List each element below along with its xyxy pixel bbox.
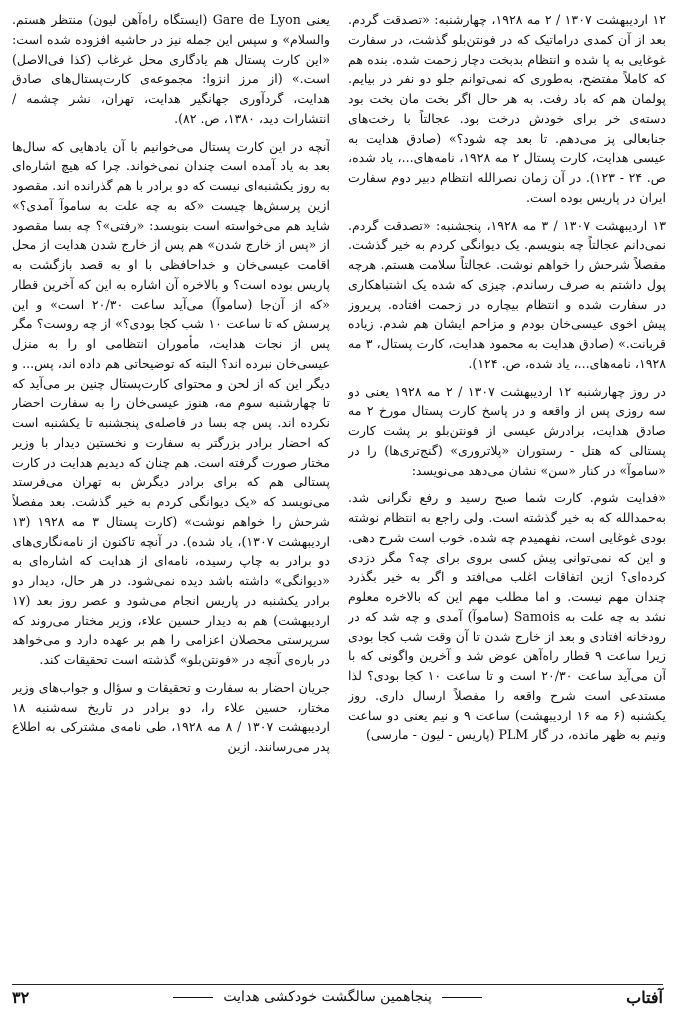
paragraph: جریان احضار به سفارت و تحقیقات و سؤال و جواب‌های وزیر مختار، حسین علاء را، دو برادر در تاریخ سه‌شنبه ۱۸ اردیبهشت ۱۳۰۷ / ۸ مه ۱۹۲۸، طی نامه‌ی مشترکی به اطلاع پدر می‌رسانند. ازین: [12, 679, 330, 754]
magazine-name: آفتاب: [626, 987, 663, 1007]
divider: [442, 997, 482, 998]
paragraph: «فدایت شوم. کارت شما صبح رسید و رفع نگرانی شد. به‌حمدالله که به خیر گذشته است. ولی راجع به انتظام نوشته بودی غوغایی است، نفهمیدم چه شده. خوب است شرح دهی. و این که نمی‌توانی پیش کسی بروی برای چه؟ مگر دزدی کرده‌ای؟ ازین اتفاقات اغلب می‌افتد و اگر به خیر بگذرد چندان مهم نیست. و اما مطلب مهم این که بالاخره معلوم نشد به چه علت به Samois (ساموآ) آمدی و چه شد که در رودخانه افتادی و بعد از خارج شدن تا آن وقت شب کجا بودی زیرا ساعت ۹ قطار راه‌آهن عوض شد و آخرین واگونی که با آن می‌آید ساعت ۲۰/۳۰ است و تا ساعت ۱۰ کجا بودی؟ لذا مستدعی است شرح واقعه را مفصلاً ارسال داری. روز یکشنبه (۶ مه ۱۶ اردیبهشت) ساعت ۹ و نیم یعنی دو ساعت ونیم به ظهر مانده، در گار PLM (پاریس - لیون - مارسی): [348, 490, 666, 743]
right-column: [348, 10, 666, 975]
section-title: پنجاهمین سالگشت خودکشی هدایت: [223, 989, 432, 1005]
page-number: ۳۲: [12, 987, 30, 1007]
paragraph: آنچه در این کارت پستال می‌خوانیم با آن یادهایی که سال‌ها بعد به یاد آمده است چندان نمی‌خواند. چرا که هیچ اشاره‌ای به روز یکشنبه‌ای نیست که دو برادر با هم گذرانده اند. مقصود ازین پرسش‌ها چیست «که به چه علت به ساموآ آمدی؟» شاید هم می‌خواسته است بنویسد: «رفتی»؟ چه بسا مقصود از «پس از خارج شدن» هم پس از خارج شدن هدایت از محل اقامت عیسی‌خان و خداحافظی با او به قصد بازگشت به پاریس بوده است؟ و بالاخره آن اشاره به این که آخرین قطار «که از آن‌جا (ساموآ) می‌آید ساعت ۲۰/۳۰ است» و این پرسش که تا ساعت ۱۰ شب کجا بودی؟» از چه روست؟ مگر پس از نجات هدایت، مأموران انتظامی او را به منزل عیسی‌خان نبرده اند؟ البته که توضیحاتی هم داده اند، پس... و دیگر این که از لحن و محتوای کارت‌پستال چنین بر می‌آید که تا چهارشنبه سوم مه، هنوز عیسی‌خان را به سفارت احضار نکرده اند. پس چه بسا در فاصله‌ی پنجشنبه تا یکشنبه است که احضار برادر بزرگتر به سفارت و نخستین دیدار با وزیر مختار صورت گرفته است. هم چنان که دیدیم هدایت در کارت پستالی هم که برای برادر دیگرش به تهران می‌فرستد می‌نویسد که «یک دیوانگی کردم به خیر گذشت. بعد مفصلاً شرحش را خواهم نوشت» (کارت پستال ۳ مه ۱۹۲۸ (۱۳ اردیبهشت ۱۳۰۷)، یاد شده). در آنچه تاکنون از نامه‌نگاری‌های دو برادر به چاپ رسیده، نامه‌ای از هدایت که اشاره‌ای به «دیوانگی» داشته باشد دیده نمی‌شود. در هر حال، دیدار دو برادر یکشنبه در پاریس انجام می‌شود و عصر روز بعد (۱۷ اردیبهشت) هم به دیدار حسین علاء، وزیر مختار می‌روند که سرپرستی محصلان اعزامی را هم بر عهده دارد و می‌خواهد در باره‌ی آنچه در «فونتن‌بلو» گذشته است تحقیقات کند.: [12, 138, 330, 667]
divider: [173, 997, 213, 998]
paragraph: ۱۳ اردیبهشت ۱۳۰۷ / ۳ مه ۱۹۲۸، پنجشنبه: «تصدقت گردم. نمی‌دانم عجالتاً چه بنویسم. یک دیوانگی کردم به خیر گذشت. مفصلاً شرحش را خواهم نوشت. عجالتاً سلامت هستم. هرچه پول داشتم به صرف رساندم. چیزی که شده یک اشتباهکاری در سفارت شده و انتظام بیچاره در زحمت افتاده. پریروز پیش اخوی عیسی‌خان بودم و مزاحم ایشان هم شدم. زیاده قربانت.» (صادق هدایت به محمود هدایت، کارت پستال، ۳ مه ۱۹۲۸، نامه‌های...، یاد شده، ص. ۱۲۴).: [348, 217, 666, 371]
page-footer: [12, 984, 663, 1009]
left-column: [12, 10, 330, 975]
paragraph: در روز چهارشنبه ۱۲ اردیبهشت ۱۳۰۷ / ۲ مه ۱۹۲۸ یعنی دو سه روزی پس از واقعه و در پاسخ کارت پستال مورخ ۲ مه صادق هدایت، برادرش عیسی از فونتن‌بلو بر پشت کارت پستالی که هتل - رستوران «پلاتروری» (گنج‌تری‌ها) را در «ساموآ» در کنار «سن» نشان می‌دهد می‌نویسد:: [348, 383, 666, 478]
paragraph: یعنی Gare de Lyon (ایستگاه راه‌آهن لیون) منتظر هستم. والسلام» و سپس این جمله نیز در حاشیه افزوده شده است: «این کارت پستال هم یادگاری محل غرغاب (کذا فی‌الاصل) است.» (از مرز انزوا: مجموعه‌ی کارت‌پستال‌های صادق هدایت، گردآوری جهانگیر هدایت، تهران، نشر چشمه / انتشارات دید، ۱۳۸۰، ص. ۸۲).: [12, 12, 330, 126]
footer-center: [167, 989, 488, 1005]
paragraph: ۱۲ اردیبهشت ۱۳۰۷ / ۲ مه ۱۹۲۸، چهارشنبه: «تصدقت گردم. بعد از آن کمدی دراماتیک که در فونتن‌بلو گذشت، در سفارت غوغایی به پا شده و انتظام بدبخت دچار زحمت شده. بنده هم که کاملاً مفتضح، به‌طوری که نمی‌توانم جلو دو نفر در بیایم. پولمان هم که باد رفت. به هر حال اگر بخت مان بخت بود دسته‌ی خر برای خودش درخت بود. عجالتاً با رخت‌های جنابعالی پز می‌دهم. تا بعد چه شود؟» (صادق هدایت به عیسی هدایت، کارت پستال ۲ مه ۱۹۲۸، نامه‌های...، یاد شده، ص. ۲۴ - ۱۲۳). در آن زمان نصرالله انتظام دبیر دوم سفارت ایران در پاریس بوده است.: [348, 12, 666, 205]
